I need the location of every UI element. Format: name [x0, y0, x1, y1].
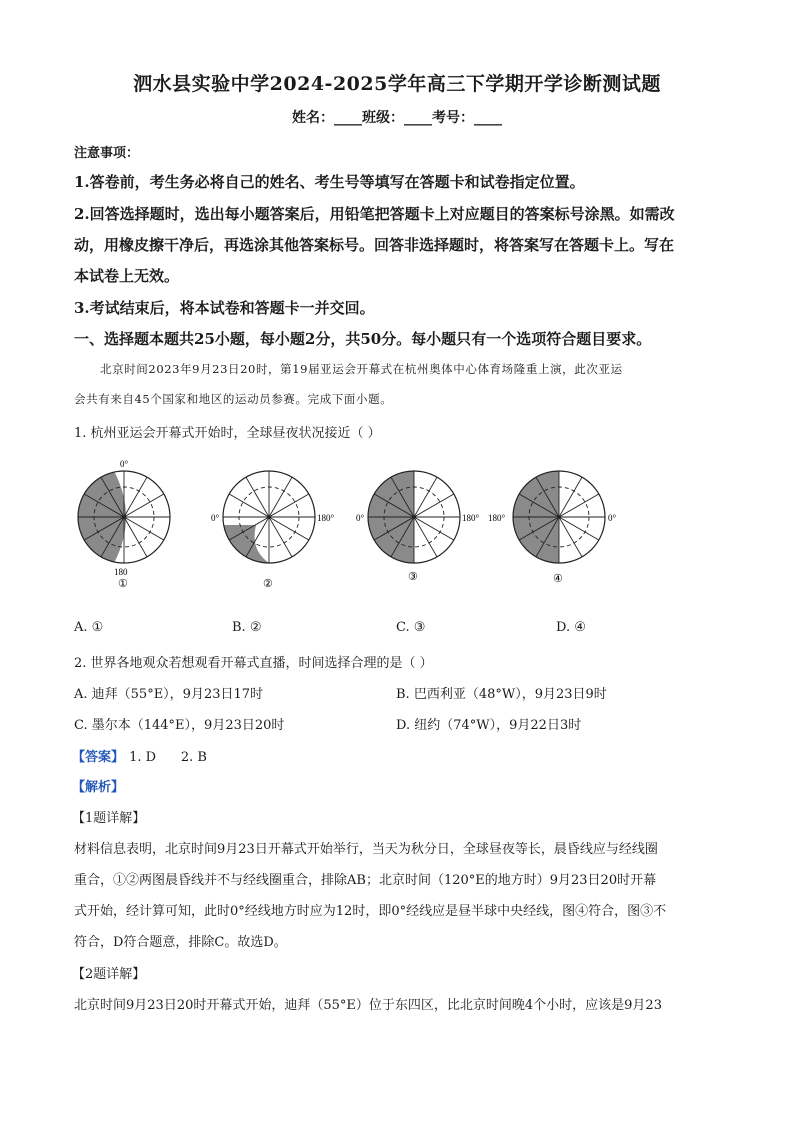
q2-option-b: B. 巴西利亚（48°W），9月23日9时	[396, 687, 607, 702]
section-1-heading: 一、选择题本题共25小题，每小题2分，共50分。每小题只有一个选项符合题目要求。	[74, 330, 652, 348]
q1-option-b: B. ②	[232, 620, 262, 635]
figure-1-top-label: 0°	[120, 459, 129, 469]
student-info-line: 姓名：____班级：____考号：____	[292, 110, 502, 126]
note-item-3: 3.考试结束后，将本试卷和答题卡一并交回。	[74, 299, 375, 317]
note-item-1: 1.答卷前，考生务必将自己的姓名、考生号等填写在答题卡和试卷指定位置。	[74, 173, 585, 191]
note-item-2-line-3: 本试卷上无效。	[74, 267, 180, 285]
figure-4-caption: ④	[553, 573, 563, 585]
detail-1-line-3: 式开始，经计算可知，此时0°经线地方时应为12时，即0°经线应是昼半球中央经线，图④符合，图③不	[74, 904, 667, 919]
figure-3	[356, 471, 480, 583]
figure-2	[211, 471, 335, 590]
note-item-2-line-1: 2.回答选择题时，选出每小题答案后，用铅笔把答题卡上对应题目的答案标号涂黑。如需改	[74, 205, 675, 223]
analysis-label: 【解析】	[72, 780, 125, 795]
detail-1-line-2: 重合，①②两图晨昏线并不与经线圈重合，排除AB；北京时间（120°E的地方时）9月23日20时开幕	[74, 873, 657, 888]
q1-option-a: A. ①	[74, 620, 104, 635]
detail-1-heading: 【1题详解】	[72, 811, 146, 826]
detail-2-heading: 【2题详解】	[72, 967, 146, 982]
q1-option-c: C. ③	[396, 620, 426, 635]
figure-2-right-label: 180°	[317, 513, 335, 523]
figure-4-left-label: 180°	[488, 513, 506, 523]
figure-3-right-label: 180°	[462, 513, 480, 523]
figure-1-caption: ①	[118, 578, 128, 590]
figure-2-caption: ②	[263, 578, 273, 590]
detail-1-line-1: 材料信息表明，北京时间9月23日开幕式开始举行，当天为秋分日，全球昼夜等长，晨昏线应与经线圈	[74, 842, 658, 857]
question-1-stem: 1. 杭州亚运会开幕式开始时，全球昼夜状况接近（ ）	[74, 426, 381, 441]
figure-2-left-label: 0°	[211, 513, 220, 523]
figure-3-caption: ③	[408, 571, 418, 583]
figure-4-right-label: 0°	[608, 513, 617, 523]
figure-4	[488, 471, 617, 585]
answer-line	[72, 746, 207, 765]
q2-option-a: A. 迪拜（55°E），9月23日17时	[74, 687, 264, 702]
page-title: 泗水县实验中学2024-2025学年高三下学期开学诊断测试题	[133, 73, 661, 95]
answer-value: 1. D 2. B	[129, 750, 207, 765]
passage-line-1: 北京时间2023年9月23日20时，第19届亚运会开幕式在杭州奥体中心体育场隆重上演，此次亚运	[100, 362, 623, 376]
figure-3-left-label: 0°	[356, 513, 365, 523]
detail-1-line-4: 符合，D符合题意，排除C。故选D。	[74, 935, 287, 950]
question-2-stem: 2. 世界各地观众若想观看开幕式直播，时间选择合理的是（ ）	[74, 656, 433, 671]
figure-1	[78, 459, 170, 590]
note-item-2-line-2: 动，用橡皮擦干净后，再选涂其他答案标号。回答非选择题时，将答案写在答题卡上。写在	[74, 236, 675, 254]
q2-option-c: C. 墨尔本（144°E），9月23日20时	[74, 718, 285, 733]
q1-option-d: D. ④	[556, 620, 586, 635]
q2-option-d: D. 纽约（74°W），9月22日3时	[396, 718, 582, 733]
illumination-figures	[60, 455, 740, 605]
notes-heading: 注意事项：	[74, 146, 140, 161]
detail-2-line-1: 北京时间9月23日20时开幕式开始，迪拜（55°E）位于东四区，比北京时间晚4个小时，应该是9月23	[74, 998, 662, 1013]
answer-label: 【答案】	[72, 750, 125, 765]
passage-line-2: 会共有来自45个国家和地区的运动员参赛。完成下面小题。	[74, 392, 393, 406]
figure-1-bottom-label: 180	[114, 567, 128, 577]
